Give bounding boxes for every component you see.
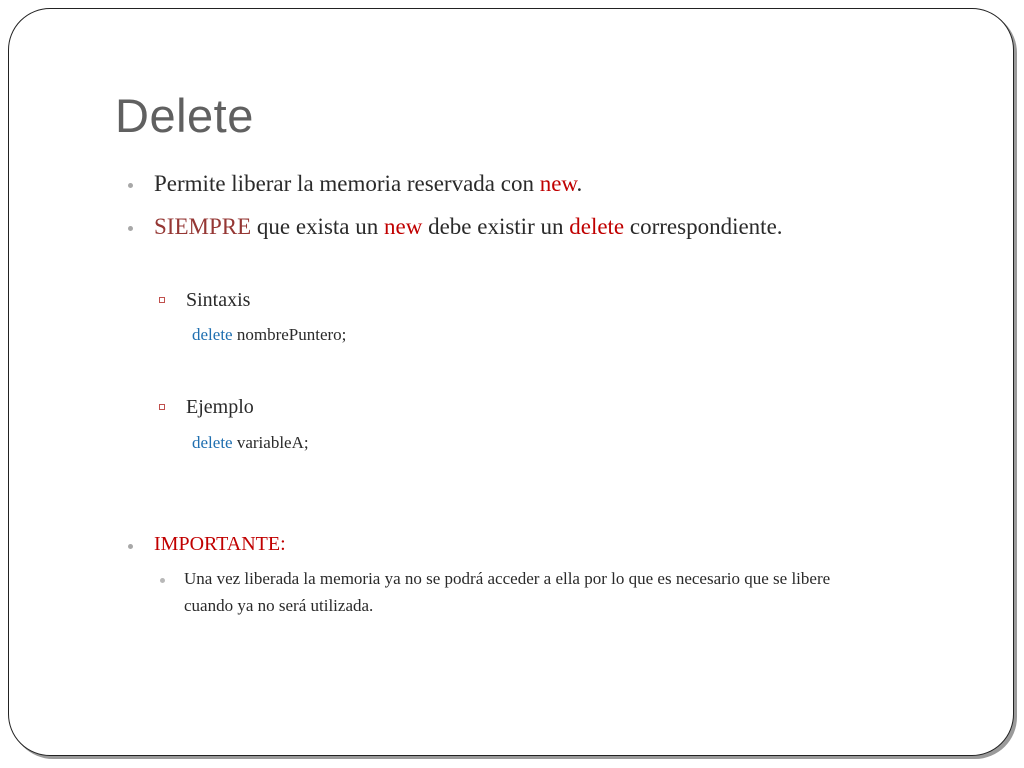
keyword-new: new: [539, 171, 577, 196]
small-bullet-icon: [160, 578, 165, 583]
code-text: nombrePuntero;: [232, 325, 347, 344]
keyword-siempre: SIEMPRE: [154, 214, 252, 239]
sub-label-ejemplo: Ejemplo: [186, 396, 254, 418]
code-ejemplo: [192, 433, 309, 453]
important-label: IMPORTANTE:: [154, 533, 286, 555]
bullet-permite: [154, 171, 582, 197]
code-text: variableA;: [232, 433, 309, 452]
code-keyword-delete: delete: [192, 325, 233, 344]
code-keyword-delete: delete: [192, 433, 233, 452]
keyword-delete: delete: [569, 214, 625, 239]
bullet-icon: [128, 183, 133, 188]
bullet-text: que exista un: [251, 214, 384, 239]
sub-label-sintaxis: Sintaxis: [186, 289, 251, 311]
punctuation: .: [576, 171, 583, 196]
code-sintaxis: [192, 325, 346, 345]
slide-title: Delete: [115, 89, 254, 142]
bullet-text: correspondiente.: [624, 214, 783, 239]
bullet-siempre: [154, 214, 783, 240]
bullet-text: debe existir un: [422, 214, 570, 239]
bullet-icon: [128, 226, 133, 231]
square-bullet-icon: [159, 404, 165, 410]
square-bullet-icon: [159, 297, 165, 303]
keyword-new: new: [384, 214, 423, 239]
important-line-2: cuando ya no será utilizada.: [184, 596, 374, 615]
bullet-icon: [128, 544, 133, 549]
bullet-text: Permite liberar la memoria reservada con: [154, 171, 540, 196]
important-line-1: Una vez liberada la memoria ya no se podrá acceder a ella por lo que es necesario que se libere: [184, 569, 831, 588]
